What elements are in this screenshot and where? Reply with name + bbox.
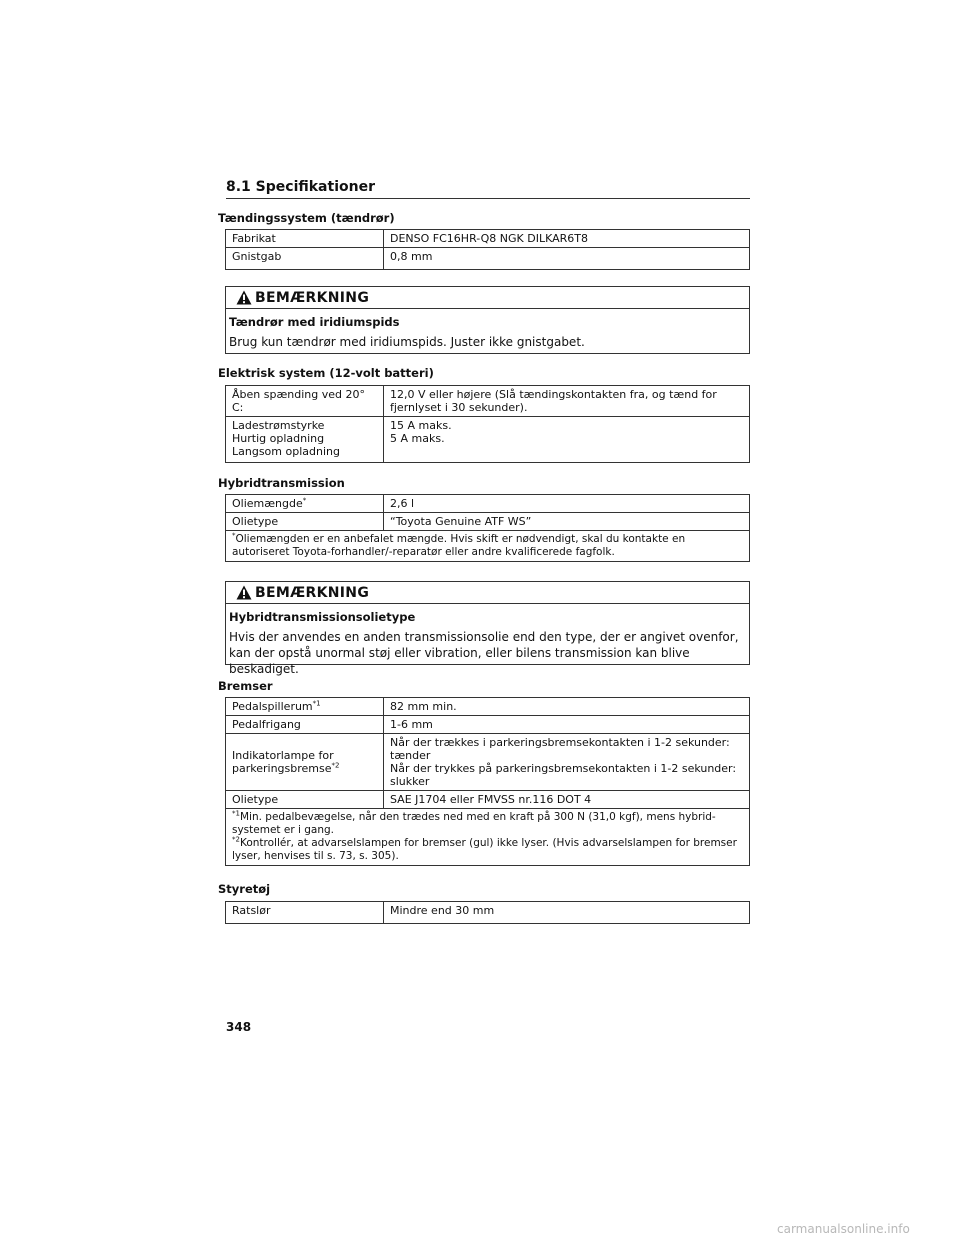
label-text: Pedalspillerum	[232, 700, 313, 713]
label-line: Langsom opladning	[232, 445, 340, 458]
label-line: Hurtig opladning	[232, 432, 325, 445]
notice-text: Hvis der anvendes en anden transmissionsolie end den type, der er angivet ovenfor, kan der opstå unormal støj eller vibration, eller bilens transmission kan blive beskadiget.	[229, 630, 739, 676]
brakes-table	[225, 697, 750, 866]
table-row	[226, 386, 750, 417]
spec-value: 12,0 V eller højere (Slå tændingskontakten fra, og tænd for fjernlyset i 30 sekunder).	[384, 386, 750, 417]
footnote-mark: *	[232, 531, 236, 540]
table-row	[226, 513, 750, 531]
spec-label: Ratslør	[226, 902, 384, 924]
spec-value: Mindre end 30 mm	[384, 902, 750, 924]
notice-subtitle: Hybridtransmissionsolietype	[229, 610, 416, 624]
spec-value: “Toyota Genuine ATF WS”	[384, 513, 750, 531]
electrical-table	[225, 385, 750, 463]
ignition-table	[225, 229, 750, 270]
label-line: Ladestrømstyrke	[232, 419, 325, 432]
footnote	[226, 531, 750, 562]
spec-label: Olietype	[226, 791, 384, 809]
notice-header	[226, 582, 749, 604]
warning-icon	[236, 290, 252, 305]
spec-value: SAE J1704 eller FMVSS nr.116 DOT 4	[384, 791, 750, 809]
footnote-mark: *	[302, 496, 307, 505]
notice-box	[225, 581, 750, 676]
footnotes	[226, 809, 750, 866]
table-row	[226, 791, 750, 809]
footnote	[232, 837, 743, 863]
section-title: 8.1 Specifikationer	[226, 179, 750, 199]
spec-label: Gnistgab	[226, 248, 384, 270]
spec-value: DENSO FC16HR-Q8 NGK DILKAR6T8	[384, 230, 750, 248]
spec-label: Pedalfrigang	[226, 716, 384, 734]
spec-label	[226, 495, 384, 513]
notice-title: BEMÆRKNING	[255, 584, 370, 601]
ignition-heading: Tændingssystem (tændrør)	[218, 211, 395, 225]
value-line: 15 A maks.	[390, 419, 452, 432]
footnote-mark: *2	[232, 835, 240, 844]
footnote-text: Oliemængden er en anbefalet mængde. Hvis skift er nødvendigt, skal du kontakte en autoriseret Toyota-forhandler/-reparatør eller andre kvalificerede fagfolk.	[232, 533, 686, 558]
footnote-mark: *1	[312, 699, 321, 708]
table-row	[226, 495, 750, 513]
spec-value: 1-6 mm	[384, 716, 750, 734]
spec-value: 82 mm min.	[384, 698, 750, 716]
label-text: Oliemængde	[232, 497, 303, 510]
warning-icon	[236, 585, 252, 600]
footnote	[232, 811, 743, 837]
hybrid-heading: Hybridtransmission	[218, 476, 345, 490]
footnote-mark: *2	[331, 761, 340, 770]
spec-value: 0,8 mm	[384, 248, 750, 270]
table-row	[226, 230, 750, 248]
electrical-heading: Elektrisk system (12-volt batteri)	[218, 366, 434, 380]
notice-subtitle: Tændrør med iridiumspids	[229, 315, 400, 329]
table-row	[226, 531, 750, 562]
label-line: Indikatorlampe for	[232, 749, 334, 762]
label-text: parkeringsbremse	[232, 762, 332, 775]
footnote-text: Min. pedalbevægelse, når den trædes ned med en kraft på 300 N (31,0 kgf), mens hybrid-systemet er i gang.	[232, 811, 716, 836]
spec-label: Åben spænding ved 20° C:	[226, 386, 384, 417]
spec-label	[226, 417, 384, 463]
table-row	[226, 248, 750, 270]
value-line: Når der trækkes i parkeringsbremsekontakten i 1-2 sekunder: tænder	[390, 736, 730, 762]
spec-value	[384, 417, 750, 463]
spec-value: 2,6 l	[384, 495, 750, 513]
steering-table	[225, 901, 750, 924]
footnote-mark: *1	[232, 809, 240, 818]
table-row	[226, 716, 750, 734]
value-line: Når der trykkes på parkeringsbremsekontakten i 1-2 sekunder: slukker	[390, 762, 737, 788]
spec-value	[384, 734, 750, 791]
footnote-text: Kontrollér, at advarselslampen for bremser (gul) ikke lyser. (Hvis advarselslampen for bremser lyser, henvises til s. 73, s. 305).	[232, 837, 737, 862]
notice-title: BEMÆRKNING	[255, 289, 370, 306]
spec-label: Olietype	[226, 513, 384, 531]
table-row	[226, 417, 750, 463]
table-row	[226, 809, 750, 866]
table-row	[226, 734, 750, 791]
spec-label	[226, 698, 384, 716]
notice-text: Brug kun tændrør med iridiumspids. Juster ikke gnistgabet.	[229, 335, 585, 349]
notice-box	[225, 286, 750, 354]
table-row	[226, 698, 750, 716]
spec-label: Fabrikat	[226, 230, 384, 248]
watermark: carmanualsonline.info	[777, 1222, 910, 1236]
label-line	[232, 762, 377, 775]
page-number: 348	[226, 1020, 252, 1034]
notice-header	[226, 287, 749, 309]
spec-label	[226, 734, 384, 791]
table-row	[226, 902, 750, 924]
hybrid-table	[225, 494, 750, 562]
brakes-heading: Bremser	[218, 679, 273, 693]
value-line: 5 A maks.	[390, 432, 445, 445]
steering-heading: Styretøj	[218, 882, 271, 896]
